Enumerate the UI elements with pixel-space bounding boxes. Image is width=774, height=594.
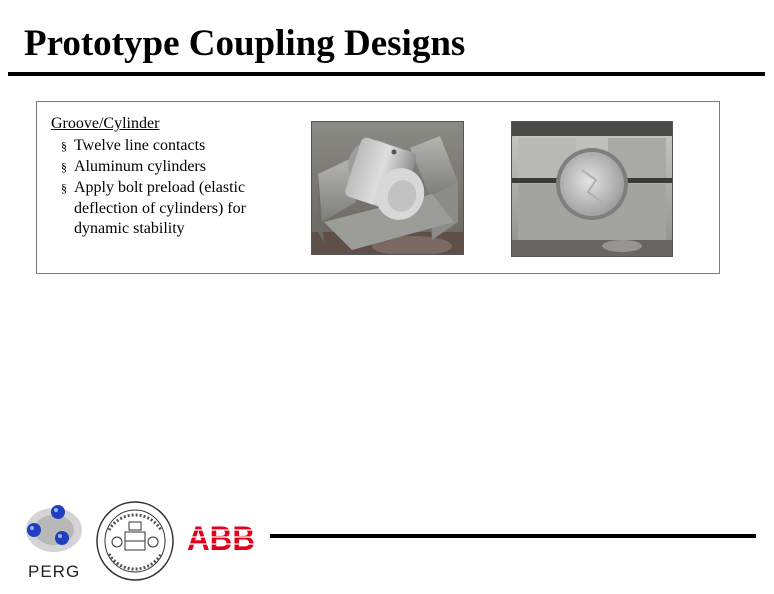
bullet-icon: §	[61, 139, 67, 153]
perg-logo-graphic	[18, 500, 88, 562]
footer-divider	[270, 534, 756, 538]
coupling-photo-side	[311, 121, 464, 255]
abb-logo	[187, 520, 257, 554]
list-item	[61, 136, 279, 157]
perg-logo	[18, 500, 88, 582]
list-item	[61, 157, 279, 178]
coupling-photo-end	[511, 121, 673, 257]
svg-text:ABB: ABB	[187, 520, 255, 554]
list-item	[61, 178, 279, 240]
bullet-text: Twelve line contacts	[74, 137, 206, 154]
section-heading: Groove/Cylinder	[51, 115, 160, 132]
slide-title: Prototype Coupling Designs	[24, 23, 466, 64]
coupling-photo-side-image	[312, 122, 463, 254]
coupling-photo-end-image	[512, 122, 672, 256]
bullet-icon: §	[61, 160, 67, 175]
bullet-list	[61, 136, 279, 240]
content-box	[36, 101, 720, 274]
mit-seal-graphic	[95, 500, 175, 582]
bullet-icon: §	[61, 181, 67, 196]
abb-logo-graphic	[187, 520, 257, 554]
title-divider	[8, 72, 765, 76]
bullet-text: Aluminum cylinders	[74, 158, 206, 176]
bullet-text: Apply bolt preload (elastic deflection of cylinders) for dynamic stability	[74, 179, 246, 238]
mit-seal-logo	[95, 500, 175, 582]
perg-logo-text: PERG	[28, 562, 81, 581]
